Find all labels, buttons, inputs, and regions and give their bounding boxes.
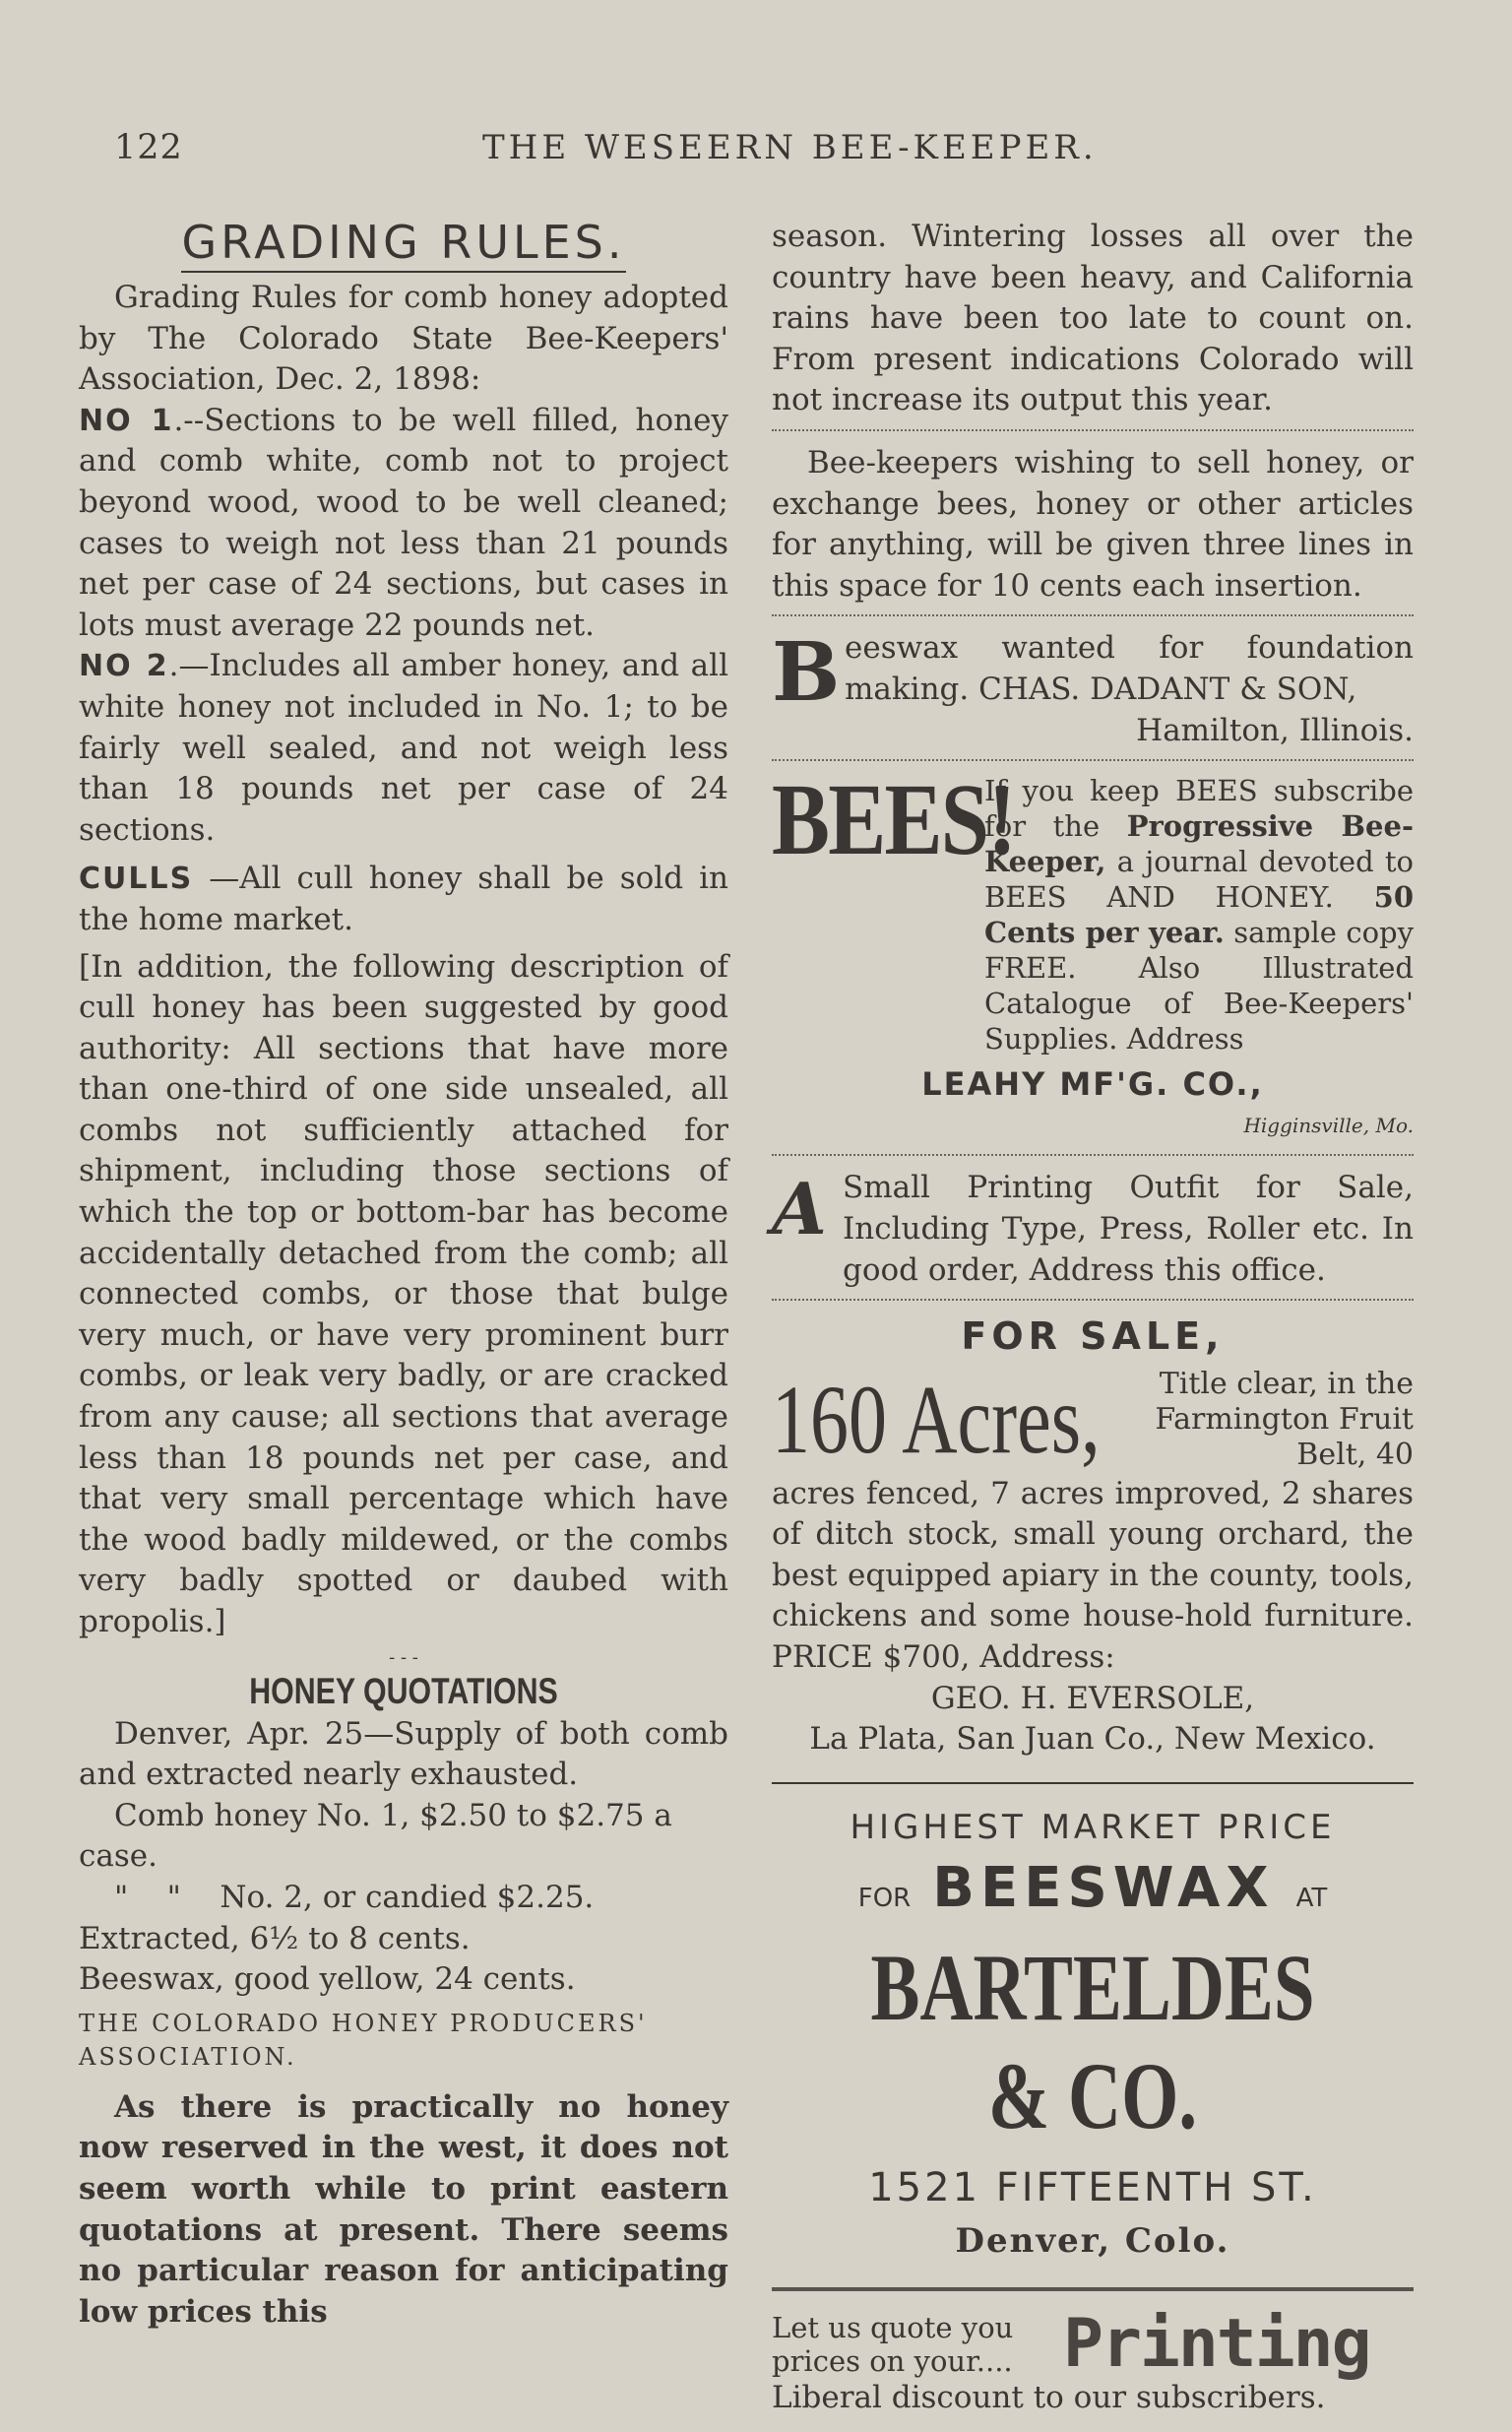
honey-quotations-heading: HONEY QUOTATIONS (249, 1670, 558, 1711)
progressive-bee-keeper-ad (772, 763, 1414, 1146)
grade-culls (79, 859, 728, 940)
subscriber-discount: Liberal discount to our subscribers. (772, 2380, 1326, 2416)
grade-culls-text: —All cull honey shall be sold in the home market. (79, 861, 728, 937)
dadant-ad-city: Hamilton, Illinois. (1136, 712, 1414, 748)
ornamental-initial: B (772, 625, 841, 721)
divider (772, 1154, 1414, 1156)
left-column (79, 217, 728, 2333)
leahy-company: LEAHY MF'G. CO., (921, 1065, 1264, 1104)
divider (772, 2287, 1414, 2291)
quotation-comb-no2: " " No. 2, or candied $2.25. (114, 1879, 595, 1915)
printing-headline: Printing (1063, 2305, 1370, 2384)
grade-culls-label: CULLS (79, 862, 194, 897)
grading-rules-heading: GRADING RULES. (79, 217, 728, 268)
grade-no1-text: .--Sections to be well filled, honey and comb white, comb not to project beyond wood, wood to be well cleaned; cases to weigh not less than 21 pounds net per case of 24 sections, but cases in lots must average 22 pounds net. (79, 402, 728, 643)
continued-paragraph: season. Wintering losses all over the country have been heavy, and California rains have been too late to count on. From present indications Colorado will not increase its output this year. (772, 219, 1414, 418)
journal-title: THE WESEERN BEE-KEEPER. (482, 128, 1098, 167)
bees-ad-text: If you keep BEES subscribe for the Progressive Bee-Keeper, a journal devoted to BEES AND HONEY. 50 Cents per year. sample copy FREE. Also Illustrated Catalogue of Bee-Keepers' Supplies. Address (984, 774, 1414, 1056)
divider (772, 759, 1414, 761)
divider (772, 1299, 1414, 1301)
running-head (0, 128, 1512, 177)
barteldes-city: Denver, Colo. (955, 2220, 1230, 2261)
grade-no1 (79, 401, 728, 647)
barteldes-ad (772, 1808, 1414, 2262)
quotation-extracted: Extracted, 6½ to 8 cents. (79, 1920, 471, 1956)
grading-intro: Grading Rules for comb honey adopted by The Colorado State Bee-Keepers' Association, Dec. 2, 1898: (79, 280, 728, 398)
ornamental-initial: A (772, 1167, 827, 1251)
printing-services-ad (772, 2305, 1414, 2419)
printing-outfit-text: Small Printing Outfit for Sale, Including Type, Press, Roller etc. In good order, Address this office. (843, 1170, 1414, 1288)
grade-no1-label: NO 1 (79, 403, 174, 438)
for-sale-heading: FOR SALE, (961, 1314, 1225, 1359)
barteldes-street: 1521 FIFTEENTH ST. (868, 2165, 1317, 2211)
section-separator: - - - (389, 1646, 418, 1668)
cull-description: [In addition, the following description of cull honey has been suggested by good authority: All sections that have more than one-third of one side unsealed, all combs not sufficiently attached for shipment, including those sections of which the top or bottom-bar has become accidentally detached from the comb; all connected combs, or those that bulge very much, or have very prominent burr combs, or leak very badly, or are cracked from any cause; all sections that average less than 18 pounds net per case, and that very small percentage which have the wood badly mildewed, or the combs very badly spotted or daubed with propolis.] (79, 948, 728, 1639)
highest-price-line: HIGHEST MARKET PRICE (850, 1807, 1336, 1847)
seller-name: GEO. H. EVERSOLE, (930, 1680, 1255, 1716)
grade-no2-label: NO 2 (79, 649, 169, 684)
quote-text: Let us quote you prices on your.... (772, 2311, 1014, 2379)
acres-description: acres fenced, 7 acres improved, 2 shares of ditch stock, small young orchard, the best equipped apiary in the county, tools, chickens and some house-hold furniture. PRICE $700, Address: (772, 1475, 1414, 1676)
quotation-comb-no1: Comb honey No. 1, $2.50 to $2.75 a case. (79, 1797, 672, 1875)
higginsville-location: Higginsville, Mo. (1243, 1113, 1414, 1137)
dadant-beeswax-ad (772, 625, 1414, 751)
classified-notice: Bee-keepers wishing to sell honey, or exchange bees, honey or other articles for anything, will be given three lines in this space for 10 cents each insertion. (772, 444, 1414, 604)
quotation-beeswax: Beeswax, good yellow, 24 cents. (79, 1961, 576, 1998)
printing-outfit-ad (772, 1168, 1414, 1291)
divider (772, 614, 1414, 616)
acres-for-sale-ad (772, 1316, 1414, 1760)
seller-address: La Plata, San Juan Co., New Mexico. (809, 1721, 1376, 1758)
association-signature: THE COLORADO HONEY PRODUCERS' ASSOCIATION. (79, 2009, 648, 2071)
barteldes-company: BARTELDES & CO. (870, 1935, 1315, 2149)
bees-headline: BEES! (772, 763, 1015, 877)
page-number: 122 (114, 128, 183, 167)
acres-headline: 160 Acres, (772, 1364, 1101, 1474)
acres-side-text: Title clear, in the Farmington Fruit Belt, 40 (1155, 1366, 1414, 1472)
grade-no2 (79, 646, 728, 851)
divider (772, 429, 1414, 431)
quotation-denver: Denver, Apr. 25—Supply of both comb and extracted nearly exhausted. (79, 1715, 728, 1793)
divider (772, 1782, 1414, 1784)
right-column (772, 217, 1414, 2419)
grade-no2-text: .—Includes all amber honey, and all white honey not included in No. 1; to be fairly well sealed, and not weigh less than 18 pounds net per case of 24 sections. (79, 648, 728, 848)
closing-paragraph: As there is practically no honey now reserved in the west, it does not seem worth while to print eastern quotations at present. There seems no particular reason for anticipating low prices this (79, 2088, 728, 2330)
for-beeswax-line: FOR BEESWAX AT (857, 1856, 1328, 1921)
dadant-ad-text: eeswax wanted for foundation making. CHAS. DADANT & SON, (845, 630, 1414, 707)
